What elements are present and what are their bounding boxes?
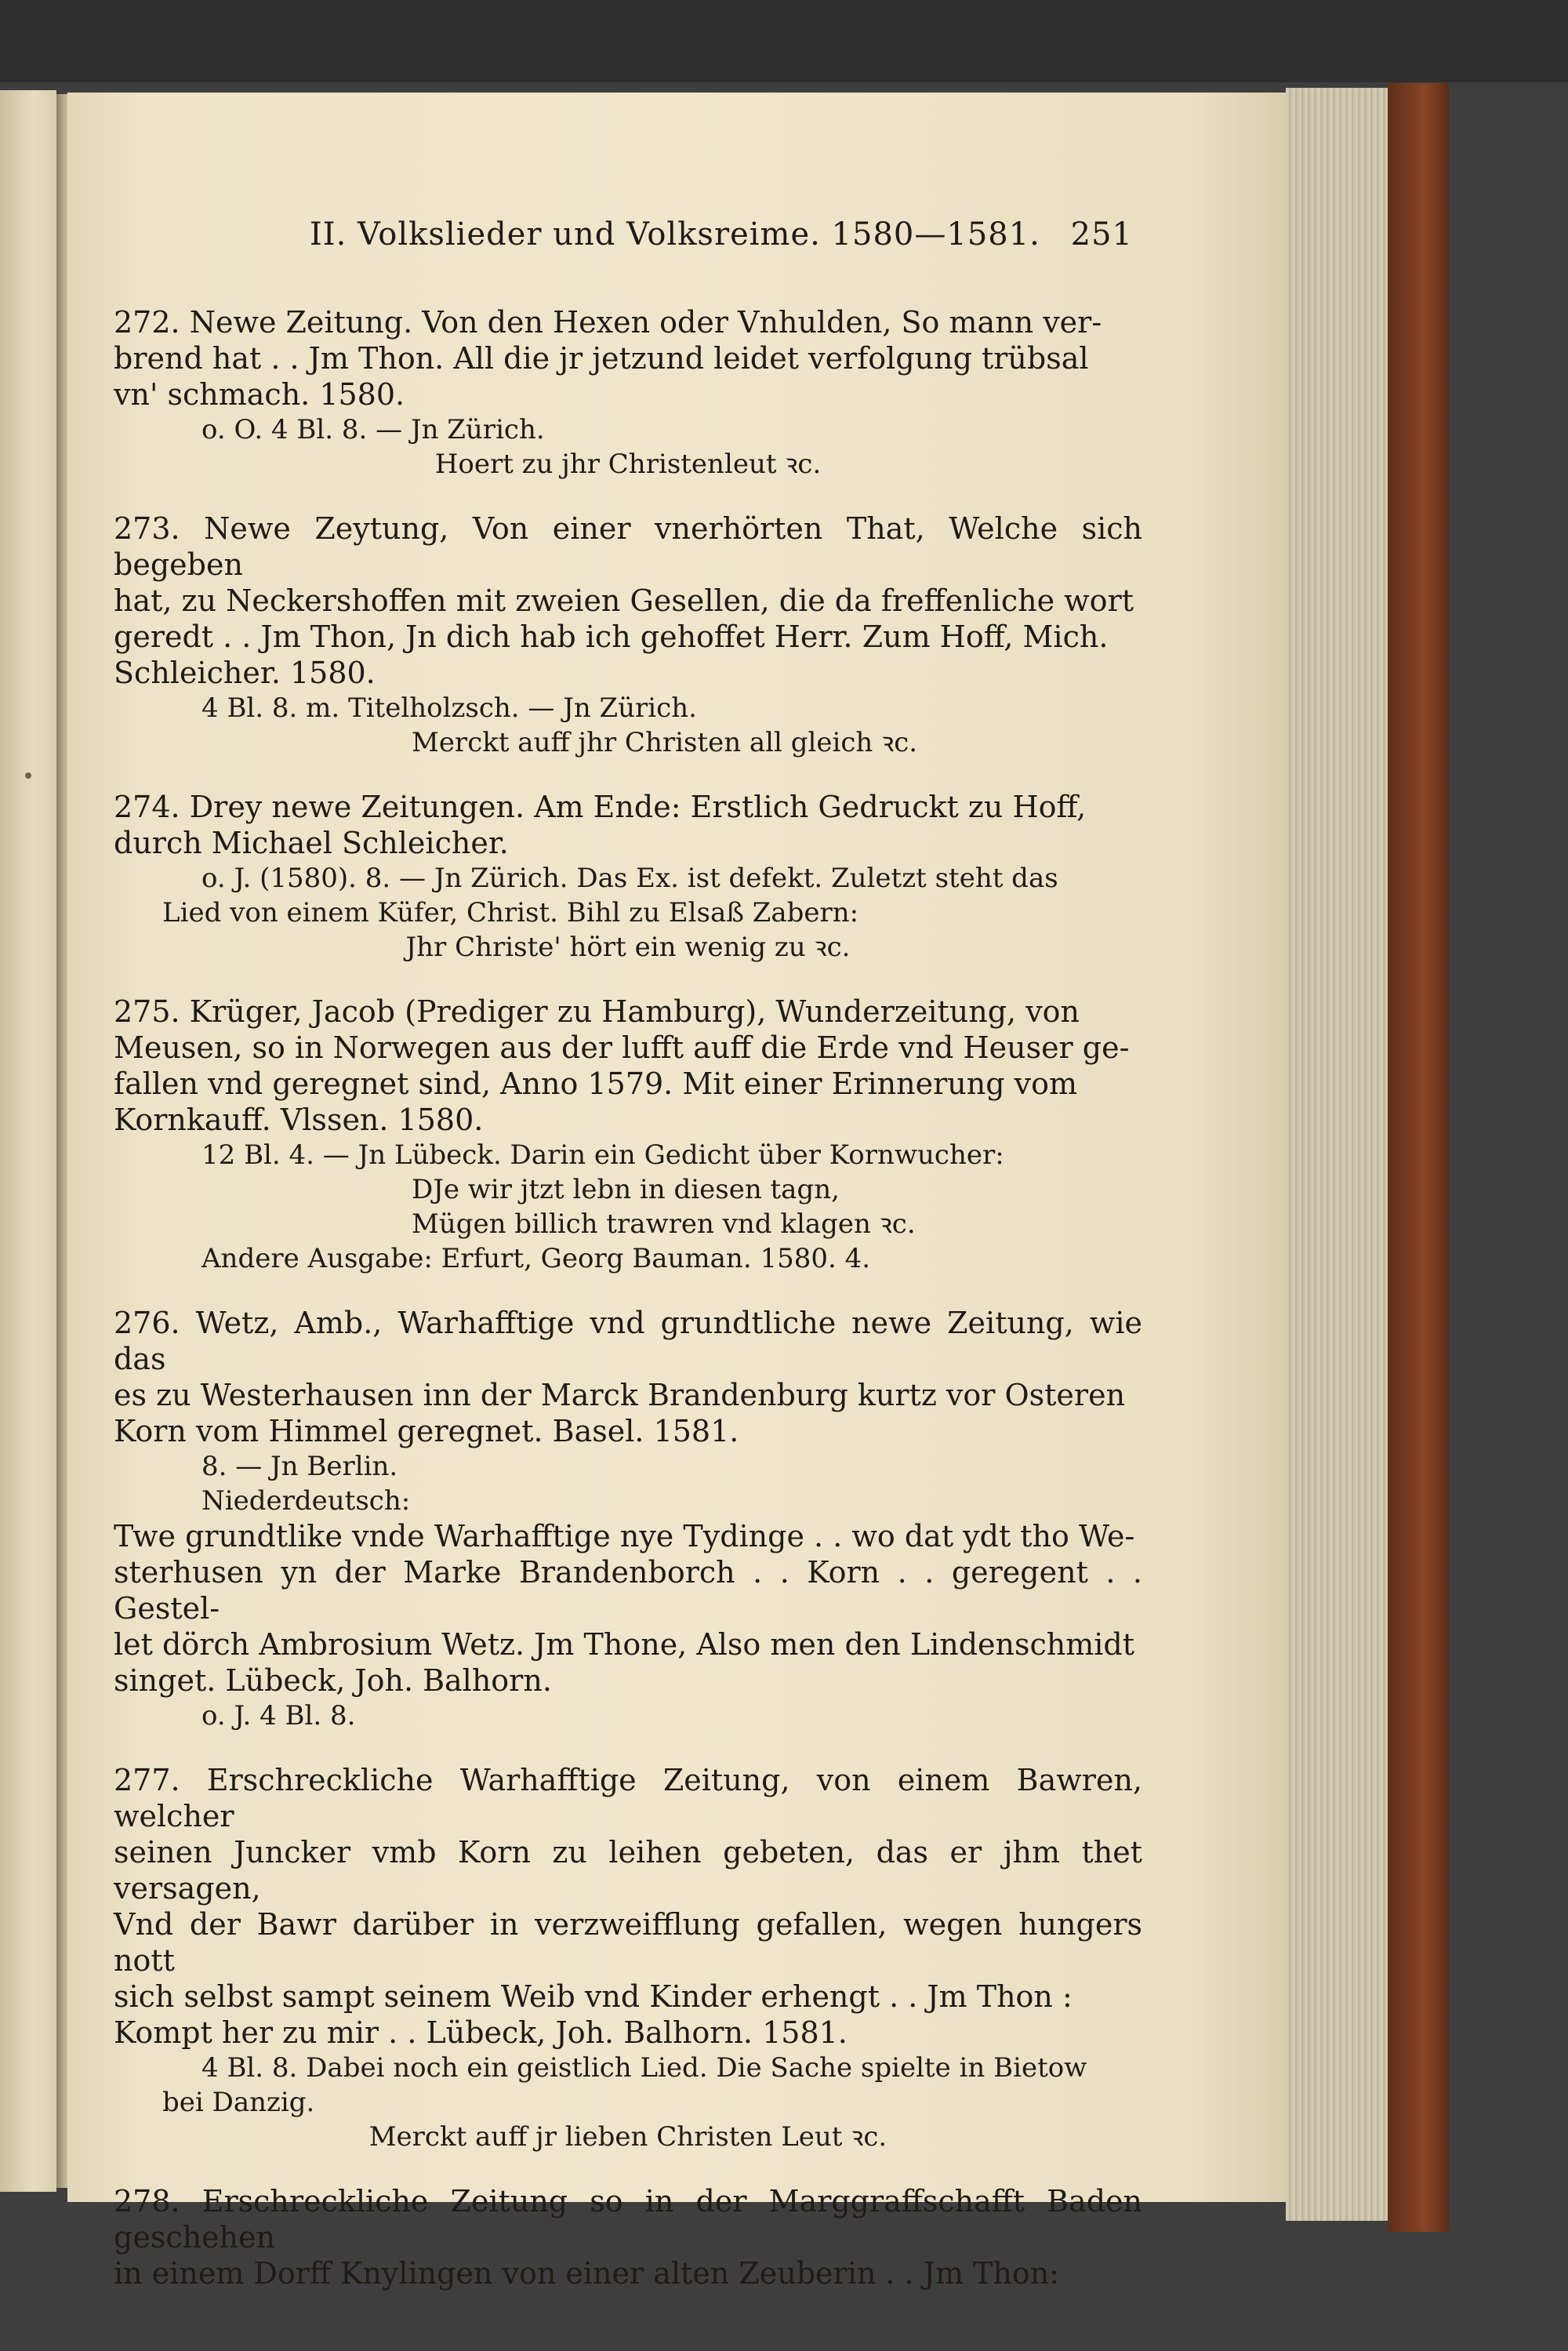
entry-line: geredt . . Jm Thon, Jn dich hab ich gehoffet Herr. Zum Hoff, Mich. xyxy=(114,620,1109,654)
entry-line: Kompt her zu mir . . Lübeck, Joh. Balhorn. 1581. xyxy=(114,2015,848,2050)
entry-line: 274. Drey newe Zeitungen. Am Ende: Erstlich Gedruckt zu Hoff, xyxy=(114,790,1087,824)
entry-272 xyxy=(114,304,1142,481)
page-fore-edge xyxy=(1286,88,1396,2221)
entry-274 xyxy=(114,789,1142,965)
entry-note-continuation: bei Danzig. xyxy=(162,2087,315,2118)
entry-line: durch Michael Schleicher. xyxy=(114,826,509,860)
entry-note-continuation: Lied von einem Küfer, Christ. Bihl zu Elsaß Zabern: xyxy=(162,897,859,928)
verse-line: Mügen billich trawren vnd klagen ꝛc. xyxy=(412,1208,916,1240)
entry-line: 272. Newe Zeitung. Von den Hexen oder Vnhulden, So mann ver- xyxy=(114,305,1102,340)
entry-278 xyxy=(114,2183,1142,2291)
entry-incipit: Hoert zu jhr Christenleut ꝛc. xyxy=(434,449,822,480)
entry-line: let dörch Ambrosium Wetz. Jm Thone, Also men den Lindenschmidt xyxy=(114,1627,1135,1662)
entry-line: sich selbst sampt seinem Weib vnd Kinder erhengt . . Jm Thon : xyxy=(114,1979,1073,2014)
entry-incipit: Merckt auff jhr Christen all gleich ꝛc. xyxy=(412,727,918,758)
verse-line: DJe wir jtzt lebn in diesen tagn, xyxy=(412,1174,840,1205)
running-head-title: II. Volkslieder und Volksreime. 1580—1581. xyxy=(310,216,1040,253)
entry-276 xyxy=(114,1305,1142,1733)
entry-line: Vnd der Bawr darüber in verzweifflung gefallen, wegen hungers nott xyxy=(114,1907,1142,1978)
page-number: 251 xyxy=(1070,216,1133,253)
entry-line: Korn vom Himmel geregnet. Basel. 1581. xyxy=(114,1414,739,1448)
entry-incipit: Merckt auff jr lieben Christen Leut ꝛc. xyxy=(368,2121,887,2153)
entry-line: singet. Lübeck, Joh. Balhorn. xyxy=(114,1663,552,1698)
entry-line: hat, zu Neckershoffen mit zweien Gesellen, die da freffenliche wort xyxy=(114,583,1134,618)
entry-other-edition: Andere Ausgabe: Erfurt, Georg Bauman. 1580. 4. xyxy=(201,1243,871,1274)
book-cover xyxy=(1388,83,1449,2232)
entry-line: Twe grundtlike vnde Warhafftige nye Tydinge . . wo dat ydt tho We- xyxy=(114,1519,1135,1553)
entry-line: in einem Dorff Knylingen von einer alten Zeuberin . . Jm Thon: xyxy=(114,2256,1060,2291)
entry-line: 276. Wetz, Amb., Warhafftige vnd grundtliche newe Zeitung, wie das xyxy=(114,1306,1142,1376)
entry-277 xyxy=(114,1762,1142,2154)
entry-line: es zu Westerhausen inn der Marck Brandenburg kurtz vor Osteren xyxy=(114,1378,1126,1412)
margin-mark xyxy=(25,772,31,779)
entry-273 xyxy=(114,511,1142,760)
entry-line: 278. Erschreckliche Zeitung so in der Marggraffschafft Baden geschehen xyxy=(114,2184,1142,2255)
entry-line: 275. Krüger, Jacob (Prediger zu Hamburg), Wunderzeitung, von xyxy=(114,994,1080,1029)
entry-note: 8. — Jn Berlin. xyxy=(201,1451,398,1482)
entry-line: fallen vnd geregnet sind, Anno 1579. Mit einer Erinnerung vom xyxy=(114,1066,1077,1101)
gutter xyxy=(56,94,67,2188)
entry-line: Schleicher. 1580. xyxy=(114,656,376,690)
entry-note: o. J. (1580). 8. — Jn Zürich. Das Ex. ist defekt. Zuletzt steht das xyxy=(201,863,1058,894)
entry-note: 12 Bl. 4. — Jn Lübeck. Darin ein Gedicht über Kornwucher: xyxy=(201,1139,1004,1171)
background-top xyxy=(0,0,1568,82)
entry-line: vn' schmach. 1580. xyxy=(114,377,405,412)
entry-note: 4 Bl. 8. m. Titelholzsch. — Jn Zürich. xyxy=(201,692,697,724)
entry-note: 4 Bl. 8. Dabei noch ein geistlich Lied. Die Sache spielte in Bietow xyxy=(201,2052,1087,2084)
entry-line: sterhusen yn der Marke Brandenborch . . Korn . . geregent . . Gestel- xyxy=(114,1555,1142,1626)
entry-incipit: Jhr Christe' hört ein wenig zu ꝛc. xyxy=(405,932,851,963)
page-text xyxy=(114,304,1142,2320)
entry-line: seinen Juncker vmb Korn zu leihen gebeten, das er jhm thet versagen, xyxy=(114,1835,1142,1906)
entry-line: Meusen, so in Norwegen aus der lufft auff die Erde vnd Heuser ge- xyxy=(114,1030,1130,1065)
entry-note: o. O. 4 Bl. 8. — Jn Zürich. xyxy=(201,414,545,445)
entry-note: o. J. 4 Bl. 8. xyxy=(201,1700,356,1731)
entry-275 xyxy=(114,994,1142,1276)
entry-line: brend hat . . Jm Thon. All die jr jetzund leidet verfolgung trübsal xyxy=(114,341,1089,376)
running-head xyxy=(310,216,1133,263)
entry-subheading: Niederdeutsch: xyxy=(201,1485,411,1517)
entry-line: Kornkauff. Vlssen. 1580. xyxy=(114,1103,484,1137)
left-page-edge xyxy=(0,90,56,2192)
entry-line: 277. Erschreckliche Warhafftige Zeitung, von einem Bawren, welcher xyxy=(114,1763,1142,1833)
entry-line: 273. Newe Zeytung, Von einer vnerhörten That, Welche sich begeben xyxy=(114,511,1142,582)
